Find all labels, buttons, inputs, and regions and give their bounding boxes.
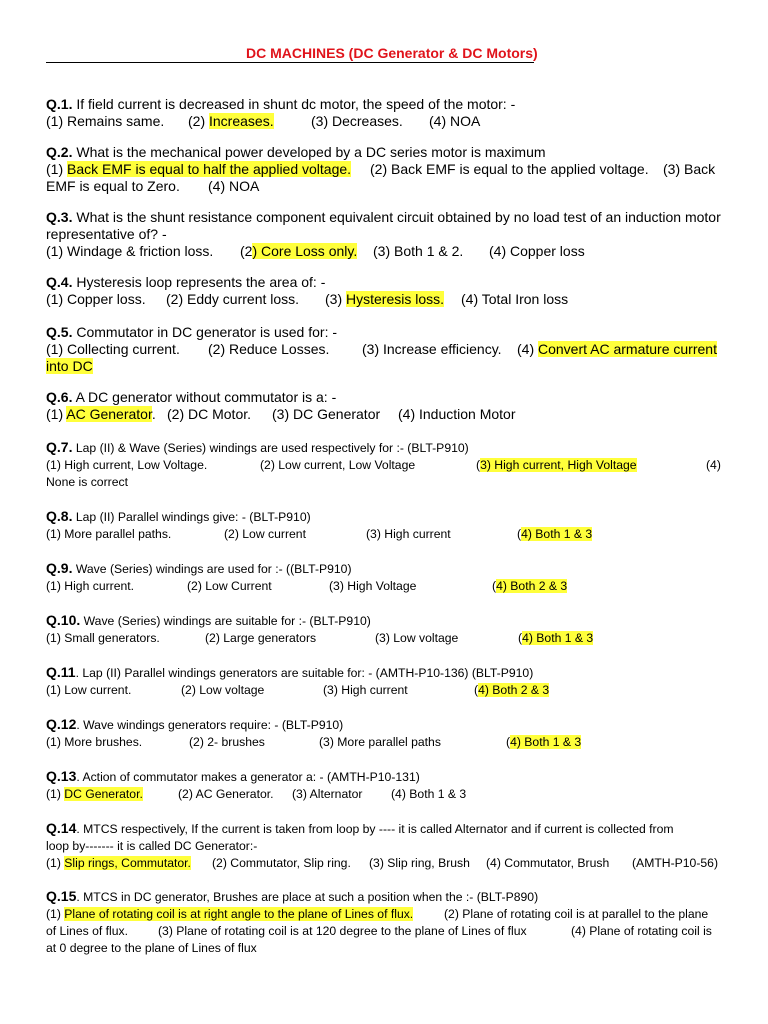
question-number: Q.11 <box>46 664 76 680</box>
question-stem <box>46 508 311 524</box>
option-2: (2) Low current, Low Voltage <box>260 458 416 472</box>
option-1: (1) Small generators. <box>46 631 160 645</box>
option-2: (2) AC Generator. <box>178 787 274 801</box>
answer-highlight: DC Generator. <box>64 787 143 801</box>
option-1: (1) Windage & friction loss. <box>46 243 214 259</box>
answer-highlight: Increases. <box>209 113 274 129</box>
answer-highlight: 4) Both 1 & 3 <box>522 631 594 645</box>
option-4 <box>517 527 592 541</box>
question-stem <box>46 560 352 576</box>
option-number: (1) <box>46 406 67 422</box>
option-3: (3) DC Generator <box>272 406 381 422</box>
option-1 <box>46 907 413 921</box>
option-4: (4) Copper loss <box>489 243 585 259</box>
option-1: (1) Low current. <box>46 683 132 697</box>
option-1 <box>46 406 156 422</box>
option-number: (2) <box>188 113 209 129</box>
question-stem <box>46 612 371 628</box>
option-number: (2 <box>240 243 253 259</box>
option-punct: . <box>151 406 156 422</box>
answer-highlight: ) Core Loss only. <box>252 243 358 259</box>
option-1: (1) More brushes. <box>46 735 143 749</box>
option-3 <box>325 291 444 307</box>
question-text-cont: loop by------- it is called DC Generator:- <box>46 839 258 853</box>
question-number: Q.10. <box>46 612 81 628</box>
option-4: (4) <box>706 458 721 472</box>
question-text: . MTCS in DC generator, Brushes are place at such a position when the :- (BLT-P890) <box>76 890 539 904</box>
question-text: Lap (II) Parallel windings give: - (BLT-P910) <box>72 510 311 524</box>
option-2: (2) Plane of rotating coil is at parallel to the plane <box>444 907 709 921</box>
question-text: Wave (Series) windings are used for :- ((BLT-P910) <box>72 562 352 576</box>
option-3: (3) High Voltage <box>329 579 417 593</box>
question-stem <box>46 389 336 405</box>
answer-highlight: 4) Both 2 & 3 <box>496 579 568 593</box>
question-stem <box>46 888 538 904</box>
question-text: Hysteresis loop represents the area of: - <box>72 274 326 290</box>
option-3: (3) Slip ring, Brush <box>369 856 470 870</box>
option-number: ( <box>518 631 523 645</box>
answer-highlight: Back EMF is equal to half the applied voltage. <box>67 161 352 177</box>
answer-highlight: 4) Both 1 & 3 <box>510 735 582 749</box>
option-3: (3) High current <box>366 527 451 541</box>
question-text: . Lap (II) Parallel windings generators are suitable for: - (AMTH-P10-136) (BLT-P910) <box>75 666 534 680</box>
answer-highlight: 4) Both 2 & 3 <box>478 683 550 697</box>
question-number: Q.13 <box>46 768 77 784</box>
question-text: . Wave windings generators require: - (BLT-P910) <box>76 718 344 732</box>
question-stem <box>46 274 325 290</box>
option-number: (1) <box>46 787 65 801</box>
question-number: Q.3. <box>46 209 73 225</box>
option-4: (4) Induction Motor <box>398 406 516 422</box>
option-1 <box>46 787 143 801</box>
answer-highlight: 3) High current, High Voltage <box>480 458 637 472</box>
question-text: If field current is decreased in shunt dc motor, the speed of the motor: - <box>72 96 516 112</box>
question-text-cont: representative of? - <box>46 226 167 242</box>
option-1: (1) Copper loss. <box>46 291 146 307</box>
question-text: What is the mechanical power developed by a DC series motor is maximum <box>72 144 546 160</box>
question-stem <box>46 664 533 680</box>
option-2 <box>188 113 274 129</box>
option-1: (1) Remains same. <box>46 113 165 129</box>
option-1: (1) Collecting current. <box>46 341 180 357</box>
option-number: ( <box>476 458 481 472</box>
question-stem <box>46 324 337 340</box>
question-text: A DC generator without commutator is a: - <box>72 389 337 405</box>
question-stem <box>46 439 469 455</box>
question-text: . Action of commutator makes a generator a: - (AMTH-P10-131) <box>76 770 420 784</box>
option-3: (3) Low voltage <box>375 631 459 645</box>
options-row-2 <box>46 358 93 374</box>
question-text: . MTCS respectively, If the current is taken from loop by ---- it is called Alternator and if current is collected from <box>76 822 674 836</box>
option-4 <box>517 341 717 357</box>
answer-highlight: Hysteresis loss. <box>346 291 445 307</box>
option-2-cont: of Lines of flux. <box>46 924 128 938</box>
page-title-block <box>46 45 538 65</box>
option-4: (4) Total Iron loss <box>461 291 569 307</box>
option-3: (3) High current <box>323 683 408 697</box>
option-2: (2) Commutator, Slip ring. <box>212 856 351 870</box>
question-number: Q.7. <box>46 439 73 455</box>
option-number: ( <box>474 683 479 697</box>
option-number: ( <box>492 579 497 593</box>
option-4: (4) NOA <box>429 113 481 129</box>
option-2: (2) Large generators <box>205 631 317 645</box>
answer-highlight: Slip rings, Commutator. <box>64 856 191 870</box>
option-number: ( <box>517 527 522 541</box>
question-stem <box>46 716 343 732</box>
option-3: (3) Decreases. <box>311 113 403 129</box>
answer-highlight-cont: into DC <box>46 358 93 374</box>
option-1: (1) High current. <box>46 579 135 593</box>
reference-code: (AMTH-P10-56) <box>632 856 719 870</box>
option-2: (2) Low Current <box>187 579 272 593</box>
option-2: (2) 2- brushes <box>189 735 265 749</box>
option-4 <box>518 631 593 645</box>
option-3: (3) Plane of rotating coil is at 120 degree to the plane of Lines of flux <box>158 924 527 938</box>
question-text: Wave (Series) windings are suitable for :- (BLT-P910) <box>80 614 371 628</box>
option-2: (2) Reduce Losses. <box>208 341 330 357</box>
option-3: (3) Increase efficiency. <box>362 341 502 357</box>
question-number: Q.9. <box>46 560 73 576</box>
option-4: (4) Plane of rotating coil is <box>571 924 712 938</box>
option-1 <box>46 161 351 177</box>
option-2: (2) DC Motor. <box>167 406 252 422</box>
answer-highlight: 4) Both 1 & 3 <box>521 527 593 541</box>
answer-highlight: Plane of rotating coil is at right angle to the plane of Lines of flux. <box>64 907 414 921</box>
option-3: (3) Alternator <box>292 787 363 801</box>
question-text: Commutator in DC generator is used for: - <box>72 324 338 340</box>
question-stem <box>46 209 721 225</box>
option-number: ( <box>506 735 511 749</box>
question-number: Q.8. <box>46 508 73 524</box>
option-3: (3) More parallel paths <box>319 735 441 749</box>
option-4: (4) Commutator, Brush <box>486 856 610 870</box>
option-4: (4) NOA <box>208 178 260 194</box>
option-4: (4) Both 1 & 3 <box>391 787 467 801</box>
page-title: DC MACHINES (DC Generator & DC Motors) <box>246 45 538 61</box>
option-4-cont: at 0 degree to the plane of Lines of flux <box>46 941 257 955</box>
question-stem <box>46 96 515 112</box>
question-number: Q.12 <box>46 716 77 732</box>
option-2 <box>240 243 357 259</box>
option-number: (1) <box>46 907 65 921</box>
option-number: (1) <box>46 856 65 870</box>
question-text: Lap (II) & Wave (Series) windings are used respectively for :- (BLT-P910) <box>72 441 469 455</box>
option-number: (1) <box>46 161 67 177</box>
question-stem <box>46 820 674 836</box>
question-number: Q.14 <box>46 820 77 836</box>
option-3: (3) Back <box>663 161 716 177</box>
question-number: Q.1. <box>46 96 73 112</box>
option-number: (4) <box>517 341 538 357</box>
option-2: (2) Back EMF is equal to the applied voltage. <box>370 161 649 177</box>
option-4 <box>492 579 567 593</box>
question-stem <box>46 144 546 160</box>
answer-highlight: Convert AC armature current <box>538 341 717 357</box>
answer-highlight: AC Generator <box>66 406 152 422</box>
option-number: (3) <box>325 291 346 307</box>
title-underline <box>46 62 534 63</box>
question-number: Q.2. <box>46 144 73 160</box>
question-number: Q.15 <box>46 888 77 904</box>
option-1 <box>46 856 191 870</box>
option-1: (1) More parallel paths. <box>46 527 172 541</box>
option-4 <box>474 683 549 697</box>
option-1: (1) High current, Low Voltage. <box>46 458 208 472</box>
question-text: What is the shunt resistance component equivalent circuit obtained by no load test of an induction motor <box>72 209 721 225</box>
option-2: (2) Low voltage <box>181 683 265 697</box>
question-number: Q.4. <box>46 274 73 290</box>
option-3 <box>476 458 637 472</box>
question-number: Q.6. <box>46 389 73 405</box>
option-4-cont: None is correct <box>46 475 128 489</box>
option-3: (3) Both 1 & 2. <box>373 243 464 259</box>
option-4 <box>506 735 581 749</box>
question-stem <box>46 768 420 784</box>
option-2: (2) Low current <box>224 527 306 541</box>
option-3-cont: EMF is equal to Zero. <box>46 178 180 194</box>
option-2: (2) Eddy current loss. <box>166 291 300 307</box>
question-number: Q.5. <box>46 324 73 340</box>
